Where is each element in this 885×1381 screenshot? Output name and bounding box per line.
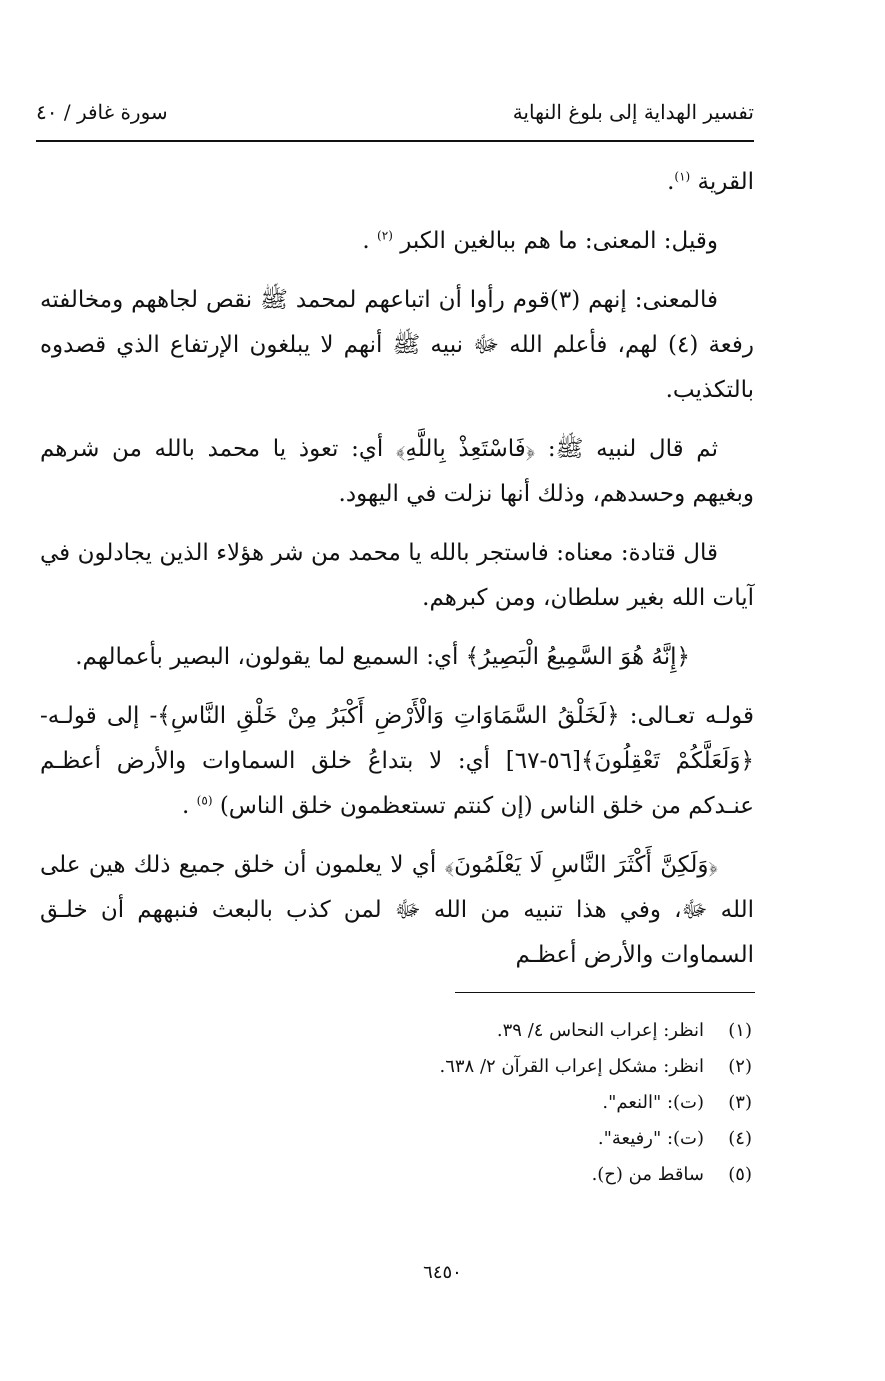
footnote-number: (٤) bbox=[728, 1127, 752, 1149]
footnote-number: (١) bbox=[728, 1019, 752, 1041]
footnote bbox=[300, 1156, 752, 1192]
running-header bbox=[36, 96, 754, 132]
footnote-number: (٣) bbox=[728, 1091, 752, 1113]
footnote bbox=[300, 1048, 752, 1084]
surah-label: سورة غافر / ٤٠ bbox=[36, 100, 168, 124]
page-number: ٦٤٥٠ bbox=[423, 1262, 462, 1283]
paragraph: وقيل: المعنى: ما هم ببالغين الكبر $^{(٢)}$ . bbox=[362, 228, 718, 254]
paragraph: قولـه تعـالى: ﴿لَخَلْقُ السَّمَاوَاتِ وَالْأَرْضِ أَكْبَرُ مِنْ خَلْقِ النَّاسِ﴾- إلى قولـه- ﴿وَلَعَلَّكُمْ تَعْقِلُونَ﴾[٥٦-٦٧] أي: لا بتداعُ خلق السماوات والأرض أعظـم عنـدكم من خلق الناس (إن كنتم تستعظمون خلق الناس) $^{(٥)}$ . bbox=[40, 703, 754, 819]
footnote bbox=[300, 1084, 752, 1120]
footnote-text: انظر: مشكل إعراب القرآن ٢/ ٦٣٨. bbox=[439, 1055, 704, 1077]
paragraph: ﴿وَلَكِنَّ أَكْثَرَ النَّاسِ لَا يَعْلَمُونَ﴾ أي لا يعلمون أن خلق جميع ذلك هين على الله ﷻ، وفي هذا تنبيه من الله ﷻ لمن كذب بالبعث فنبههم أن خلـق السماوات والأرض أعظـم bbox=[40, 852, 754, 968]
paragraph: فالمعنى: إنهم (٣)قوم رأوا أن اتباعهم لمحمد ﷺ نقص لجاههم ومخالفته رفعة (٤) لهم، فأعلم الله ﷻ نبيه ﷺ أنهم لا يبلغون الإرتفاع الذي قصدوه بالتكذيب. bbox=[40, 287, 754, 403]
footnote-number: (٥) bbox=[728, 1163, 752, 1185]
paragraph: قال قتادة: معناه: فاستجر بالله يا محمد من شر هؤلاء الذين يجادلون في آيات الله بغير سلطان، ومن كبرهم. bbox=[40, 540, 754, 611]
main-text bbox=[40, 160, 754, 992]
footnote-text: (ت): "النعم". bbox=[602, 1091, 704, 1113]
footnote-number: (٢) bbox=[728, 1055, 752, 1077]
footnote-text: ساقط من (ح). bbox=[591, 1163, 704, 1185]
footnote-text: (ت): "رفيعة". bbox=[597, 1127, 704, 1149]
paragraph: ﴿إِنَّهُ هُوَ السَّمِيعُ الْبَصِيرُ﴾ أي: السميع لما يقولون، البصير بأعمالهم. bbox=[75, 644, 690, 670]
footnote-ref: (٥) bbox=[196, 793, 213, 808]
footnote-ref: (٢) bbox=[377, 228, 393, 243]
footnote bbox=[300, 1012, 752, 1048]
footnote bbox=[300, 1120, 752, 1156]
header-rule bbox=[36, 140, 754, 142]
book-title: تفسير الهداية إلى بلوغ النهاية bbox=[512, 100, 754, 124]
paragraph: ثم قال لنبيه ﷺ: ﴿فَاسْتَعِذْ بِاللَّهِ﴾ أي: تعوذ يا محمد بالله من شرهم وبغيهم وحسدهم، وذلك أنها نزلت في اليهود. bbox=[40, 436, 754, 507]
footnote-rule bbox=[455, 992, 755, 993]
paragraph: القرية $^{(١)}$. bbox=[667, 169, 754, 195]
footnote-ref: (١) bbox=[674, 169, 691, 184]
footnote-text: انظر: إعراب النحاس ٤/ ٣٩. bbox=[496, 1019, 704, 1041]
footnotes bbox=[300, 1012, 752, 1192]
